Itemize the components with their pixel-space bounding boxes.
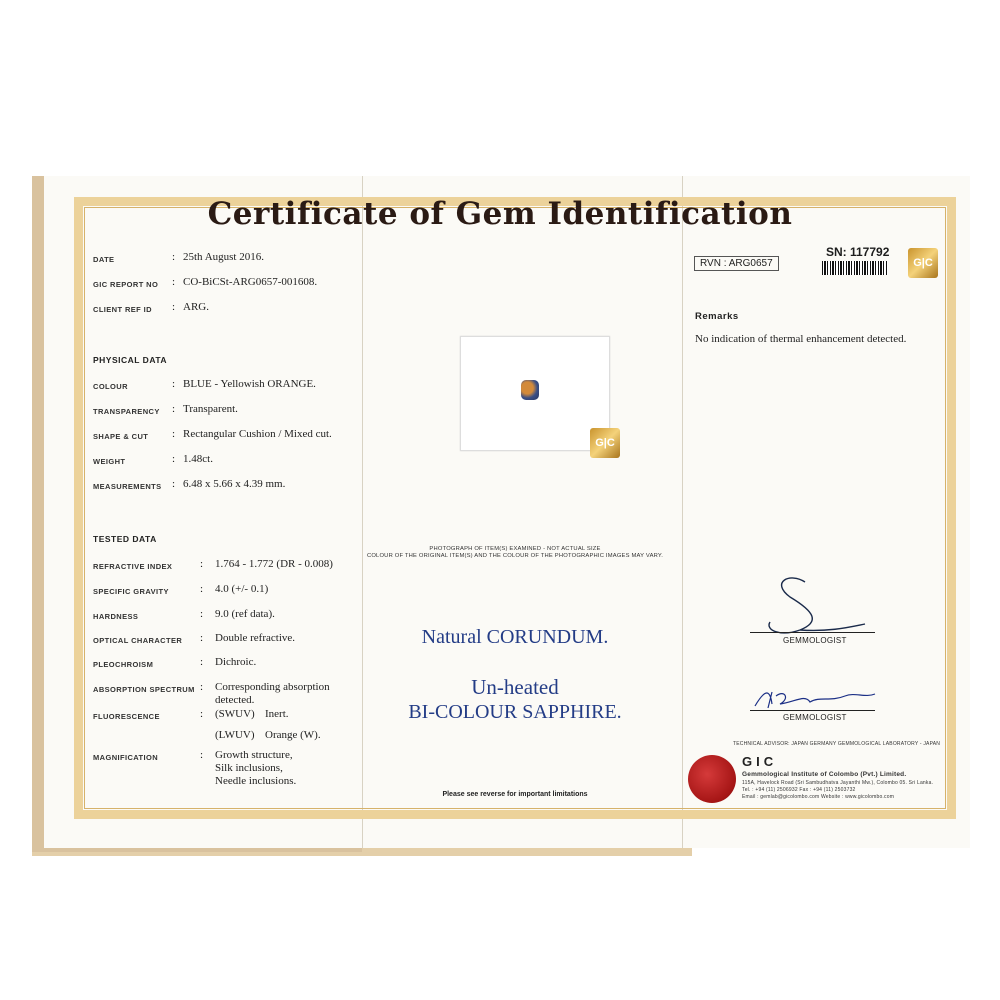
fluor-lwuv: (LWUV) <box>215 729 255 741</box>
photo-caption-1: PHOTOGRAPH OF ITEM(S) EXAMINED - NOT ACTUAL SIZE <box>429 546 601 552</box>
sapphire-image <box>521 380 539 400</box>
institute-name: Gemmological Institute of Colombo (Pvt.) Limited. <box>742 771 907 778</box>
magnification-value-3: Needle inclusions. <box>215 775 297 787</box>
report-label: GIC REPORT NO <box>93 280 159 289</box>
limitations-note: Please see reverse for important limitations <box>442 791 588 798</box>
ri-value: 1.764 - 1.772 (DR - 0.008) <box>215 558 333 570</box>
absorption-value: Corresponding absorption detected. <box>215 681 330 706</box>
institute-email: Email : gemlab@gicolombo.com Website : www.gicolombo.com <box>742 794 895 800</box>
client-value: ARG. <box>183 301 209 313</box>
gic-logo-icon: G|C <box>590 428 620 458</box>
tested-heading: TESTED DATA <box>93 534 157 544</box>
institute-phone: Tel. : +94 (11) 2506932 Fax : +94 (11) 2503732 <box>742 787 856 793</box>
certificate-title: Certificate of Gem Identification <box>207 196 793 232</box>
physical-heading: PHYSICAL DATA <box>93 355 168 365</box>
transparency-label: TRANSPARENCY <box>93 407 160 416</box>
remarks-text: No indication of thermal enhancement detected. <box>695 333 907 345</box>
date-label: DATE <box>93 255 115 264</box>
magnification-value-1: Growth structure, <box>215 749 293 761</box>
absorption-label: ABSORPTION SPECTRUM <box>93 685 195 694</box>
measurements-value: 6.48 x 5.66 x 4.39 mm. <box>183 478 286 490</box>
hardness-value: 9.0 (ref data). <box>215 608 275 620</box>
photo-caption-2: COLOUR OF THE ORIGINAL ITEM(S) AND THE COLOUR OF THE PHOTOGRAPHIC IMAGES MAY VARY. <box>366 553 664 559</box>
colour-label: COLOUR <box>93 382 128 391</box>
weight-value: 1.48ct. <box>183 453 213 465</box>
gic-wordmark: GIC <box>742 754 778 769</box>
gic-logo-icon: G|C <box>908 248 938 278</box>
fluor-swuv: (SWUV) <box>215 708 255 720</box>
remarks-heading: Remarks <box>695 311 739 322</box>
natural-corundum: Natural CORUNDUM. <box>421 626 609 648</box>
report-value: CO-BiCSt-ARG0657-001608. <box>183 276 318 288</box>
unheated-text: Un-heated <box>471 675 559 699</box>
barcode <box>822 261 888 275</box>
client-label: CLIENT REF ID <box>93 305 152 314</box>
technical-advisor: TECHNICAL ADVISOR: JAPAN GERMANY GEMMOLOGICAL LABORATORY - JAPAN <box>733 741 941 747</box>
fluor-swuv-value: Inert. <box>265 708 289 720</box>
fluor-label: FLUORESCENCE <box>93 712 160 721</box>
bicolour-sapphire: BI-COLOUR SAPPHIRE. <box>408 701 622 723</box>
weight-label: WEIGHT <box>93 457 126 466</box>
serial-number: SN: 117792 <box>826 245 890 259</box>
shape-value: Rectangular Cushion / Mixed cut. <box>183 428 332 440</box>
gemmologist-label-1: GEMMOLOGIST <box>783 636 847 645</box>
gemmologist-label-2: GEMMOLOGIST <box>783 713 847 722</box>
shape-label: SHAPE & CUT <box>93 432 149 441</box>
magnification-label: MAGNIFICATION <box>93 753 159 762</box>
institute-address: 115A, Havelock Road (Sri Sambudhatva Jayanthi Mw.), Colombo 05. Sri Lanka. <box>742 780 934 786</box>
measurements-label: MEASUREMENTS <box>93 482 162 491</box>
sg-value: 4.0 (+/- 0.1) <box>215 583 269 595</box>
wax-seal-icon <box>688 755 736 803</box>
rvn-box: RVN : ARG0657 <box>694 256 779 271</box>
pleo-label: PLEOCHROISM <box>93 660 154 669</box>
ri-label: REFRACTIVE INDEX <box>93 562 173 571</box>
transparency-value: Transparent. <box>183 403 238 415</box>
pleo-value: Dichroic. <box>215 656 257 668</box>
fluor-lwuv-value: Orange (W). <box>265 729 321 741</box>
date-value: 25th August 2016. <box>183 251 264 263</box>
optical-value: Double refractive. <box>215 632 296 644</box>
colour-value: BLUE - Yellowish ORANGE. <box>183 378 316 390</box>
magnification-value-2: Silk inclusions, <box>215 762 283 774</box>
hardness-label: HARDNESS <box>93 612 139 621</box>
optical-label: OPTICAL CHARACTER <box>93 636 183 645</box>
sg-label: SPECIFIC GRAVITY <box>93 587 169 596</box>
